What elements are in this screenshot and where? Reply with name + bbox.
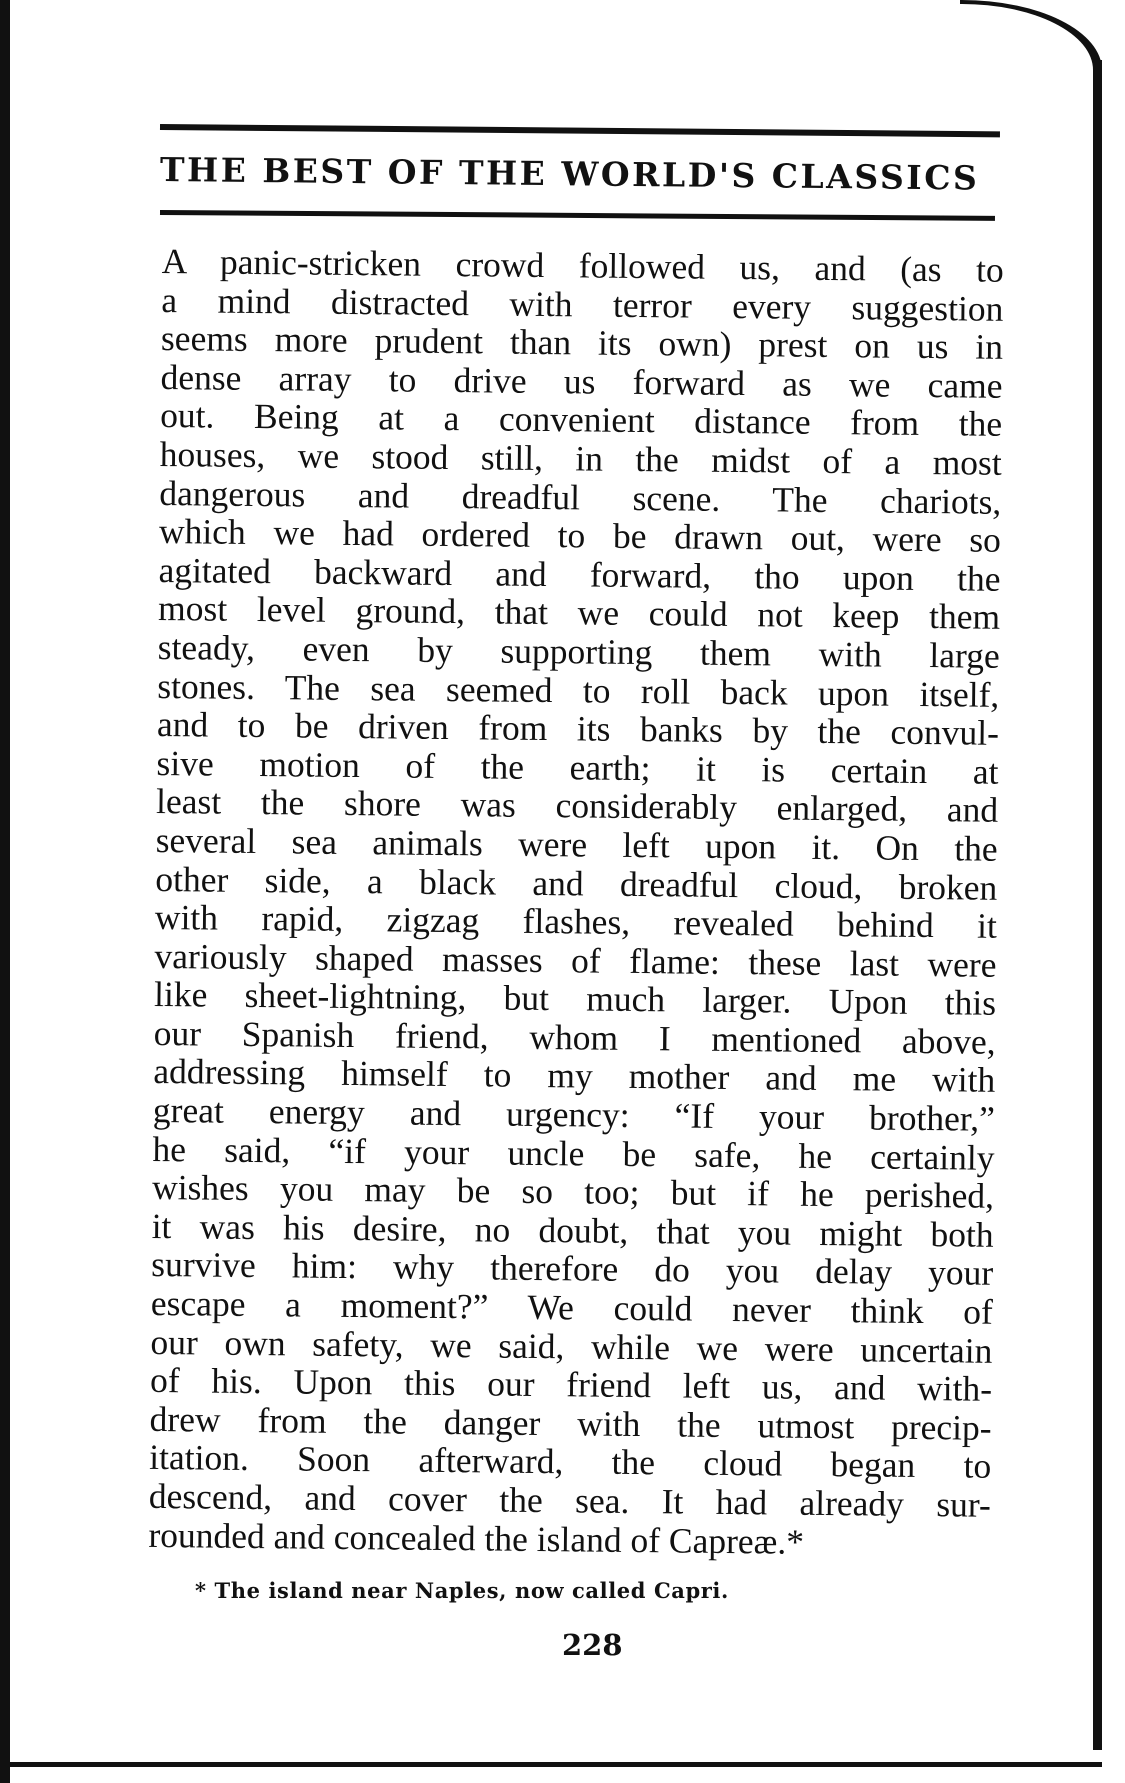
text-line: out. Being at a convenient distance from the (159, 395, 1003, 445)
text-line: our own safety, we said, while we were uncertain (150, 1321, 993, 1371)
text-line: of his. Upon this our friend left us, and with- (149, 1360, 993, 1409)
bottom-page-edge (0, 1762, 1102, 1767)
text-line: steady, even by supporting them with large (157, 626, 1000, 676)
text-line: our Spanish friend, whom I mentioned above, (153, 1012, 996, 1062)
body-text (148, 242, 1004, 1563)
page-number: 228 (562, 1628, 623, 1662)
text-line: stones. The sea seemed to roll back upon itself, (157, 665, 1000, 715)
header-rule-bottom (160, 210, 995, 221)
right-page-edge (1093, 60, 1102, 1750)
text-line: great energy and urgency: “If your brother,” (152, 1090, 996, 1139)
text-line: which we had ordered to be drawn out, were so (158, 511, 1002, 560)
text-line: sive motion of the earth; it is certain at (156, 742, 999, 792)
text-line: like sheet-lightning, but much larger. Upon this (153, 974, 997, 1024)
text-line: wishes you may be so too; but if he perished, (151, 1167, 995, 1217)
running-head: THE BEST OF THE WORLD'S CLASSICS (159, 150, 980, 198)
text-line: dense array to drive us forward as we came (160, 356, 1003, 406)
text-line: escape a moment?” We could never think of (150, 1282, 994, 1332)
text-line-last: rounded and concealed the island of Capreæ.* (148, 1514, 805, 1562)
top-right-page-curl (960, 0, 1102, 70)
text-line: dangerous and dreadful scene. The chariots, (159, 472, 1002, 522)
left-binding-edge (0, 0, 10, 1783)
text-line: it was his desire, no doubt, that you might both (151, 1205, 994, 1255)
text-line: A panic-stricken crowd followed us, and (as to (161, 241, 1004, 290)
text-line: houses, we stood still, in the midst of a most (159, 433, 1002, 483)
text-line: least the shore was considerably enlarged, and (155, 781, 999, 831)
header-rule-top (160, 124, 1000, 137)
text-line: most level ground, that we could not keep them (157, 588, 1001, 638)
text-line: agitated backward and forward, tho upon the (158, 549, 1001, 599)
text-line: addressing himself to my mother and me with (153, 1051, 996, 1101)
text-line: survive him: why therefore do you delay your (151, 1244, 994, 1294)
text-line: he said, “if your uncle be safe, he certainly (152, 1128, 995, 1178)
text-line: and to be driven from its banks by the convul- (156, 704, 1000, 753)
text-line: descend, and cover the sea. It had already sur- (148, 1475, 992, 1525)
text-line: itation. Soon afterward, the cloud began to (149, 1437, 992, 1487)
text-line: drew from the danger with the utmost precip- (149, 1398, 992, 1448)
text-line: with rapid, zigzag flashes, revealed behind it (154, 897, 998, 946)
text-line: variously shaped masses of flame: these last were (154, 935, 997, 985)
text-line: other side, a black and dreadful cloud, broken (155, 858, 998, 908)
footnote: * The island near Naples, now called Capri. (195, 1578, 729, 1603)
text-line: seems more prudent than its own) prest on us in (160, 318, 1004, 367)
text-line: a mind distracted with terror every suggestion (161, 279, 1004, 329)
text-line: several sea animals were left upon it. On the (155, 819, 998, 869)
